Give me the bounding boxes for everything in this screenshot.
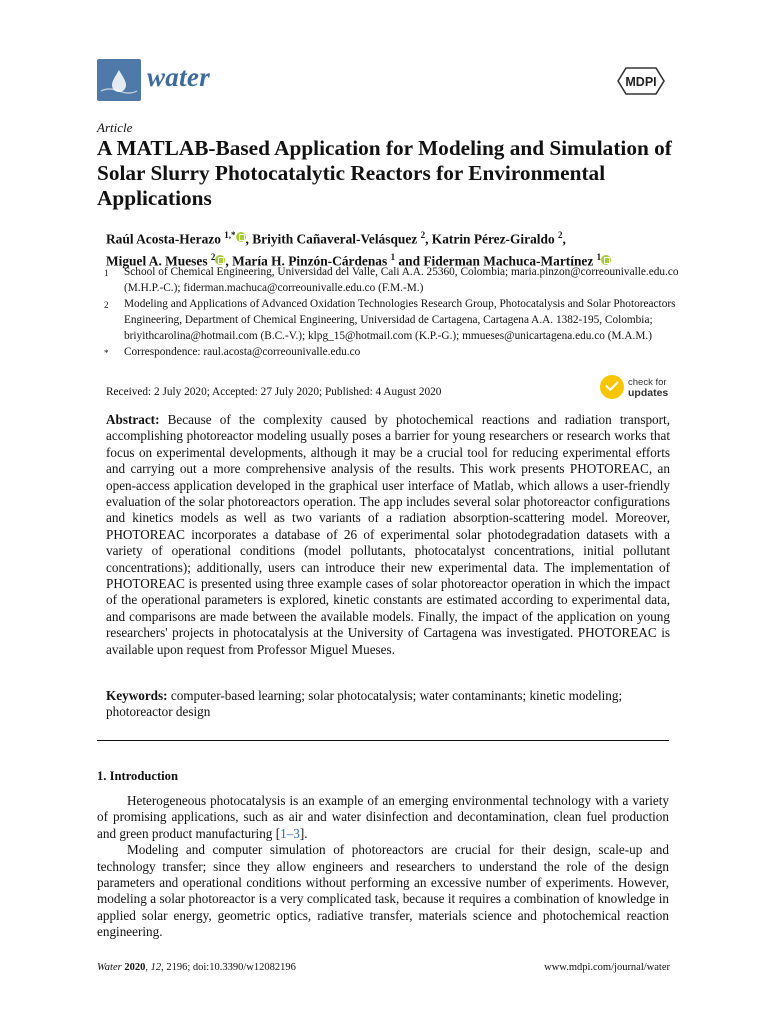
water-drop-icon bbox=[97, 59, 141, 101]
affiliations bbox=[104, 264, 679, 361]
affiliation-item bbox=[104, 264, 679, 296]
author-affil-mark: 1,* bbox=[224, 230, 236, 240]
footer-year: 2020 bbox=[124, 962, 146, 973]
publication-dates: Received: 2 July 2020; Accepted: 27 July 2020; Published: 4 August 2020 bbox=[106, 386, 442, 398]
check-updates-line2: updates bbox=[628, 387, 669, 399]
intro-body bbox=[97, 793, 669, 941]
author-name: , Briyith Cañaveral-Velásquez bbox=[245, 231, 418, 247]
footer-volume: , 12 bbox=[145, 962, 162, 973]
mdpi-logo bbox=[612, 64, 670, 98]
affiliation-item bbox=[104, 296, 679, 344]
abstract bbox=[106, 412, 670, 658]
author-list: Raúl Acosta-Herazo $^{1,*}$ , Briyith Cañaveral-Velásquez $^2$, Katrin Pérez-Giraldo $^2$, Miguel A. Mueses $^2$ , María H. Pinzón-Cárdenas $^1$ and Fiderman Machuca-Martínez $^1$ bbox=[106, 226, 676, 271]
journal-logo bbox=[97, 59, 141, 101]
paper-title: A MATLAB-Based Application for Modeling and Simulation of Solar Slurry Photocatalytic Reactors for Environmental Applications bbox=[97, 136, 672, 210]
affiliation-mark: * bbox=[104, 348, 109, 358]
affiliation-text: Modeling and Applications of Advanced Oxidation Technologies Research Group, Photocatalysis and Solar Photoreactors Engineering, Department of Chemical Engineering, Universidad de Cartagena, Cartagena A.A. 1382-195, Colombia; briyithcarolina@hotmail.com (B.C.-V.); klpg_15@hotmail.com (K.P.-G.); mmueses@unicartagena.edu.co (M.A.M.) bbox=[124, 298, 676, 342]
mdpi-logo-text: MDPI bbox=[625, 75, 657, 89]
author-affil-mark: 2 bbox=[210, 252, 216, 263]
citation-footer bbox=[97, 962, 296, 973]
check-updates-line1: check for bbox=[628, 377, 667, 388]
keywords-text: computer-based learning; solar photocatalysis; water contaminants; kinetic modeling; photoreactor design bbox=[106, 688, 623, 720]
journal-name: water bbox=[147, 62, 211, 92]
abstract-text: Because of the complexity caused by photochemical reactions and radiation transport, accomplishing photoreactor modeling usually poses a barrier for young researchers or research works that focus on experimental developments, although it may be a crucial tool for reducing experimental efforts and carrying out a more comprehensive analysis of the results. This work presents PHOTOREAC, an open-access application developed in the graphical user interface of Matlab, which allows a user-friendly evaluation of the solar photoreactors operation. The app includes several solar photoreactor configurations and kinetics models as well as two variants of a radiation absorption-scattering model. Moreover, PHOTOREAC incorporates a database of 26 of experimental solar photodegradation datasets with a variety of operational conditions (model pollutants, photocatalyst concentrations, initial pollutant concentrations); additionally, users can introduce their new experimental data. The implementation of PHOTOREAC is presented using three example cases of solar photoreactor operation in which the impact of the operational parameters is explored, kinetic constants are estimated according to experimental data, and comparisons are made between the available models. Finally, the impact of the application on young researchers' projects in photocatalysis at the University of Cartagena was investigated. PHOTOREAC is available upon request from Professor Miguel Mueses. bbox=[106, 412, 671, 657]
author-name: , Katrin Pérez-Giraldo bbox=[425, 231, 555, 247]
citation-link[interactable]: 1–3 bbox=[280, 825, 300, 841]
check-for-updates-button[interactable] bbox=[600, 375, 680, 403]
author-affil-mark: 2 bbox=[420, 230, 426, 240]
checkmark-icon bbox=[600, 375, 624, 399]
keywords-label: Keywords: bbox=[106, 688, 168, 703]
footer-doi: , 2196; doi:10.3390/w12082196 bbox=[161, 962, 296, 973]
orcid-icon[interactable] bbox=[236, 232, 246, 242]
keywords bbox=[106, 688, 670, 721]
author-affil-mark: 1 bbox=[390, 252, 396, 263]
affiliation-item bbox=[104, 344, 679, 361]
author-name: and Fiderman Machuca-Martínez bbox=[398, 253, 594, 269]
section-divider bbox=[97, 740, 669, 741]
journal-url-link[interactable]: www.mdpi.com/journal/water bbox=[544, 962, 670, 973]
affiliation-mark: 1 bbox=[104, 268, 109, 278]
author-name: , María H. Pinzón-Cárdenas bbox=[225, 253, 388, 269]
section-heading: 1. Introduction bbox=[97, 769, 178, 783]
author-affil-mark: 2 bbox=[558, 230, 563, 240]
affiliation-text: School of Chemical Engineering, Universidad del Valle, Cali A.A. 25360, Colombia; maria.pinzon@correounivalle.edu.co (M.H.P.-C.); fiderman.machuca@correounivalle.edu.co (F.M.-M.) bbox=[124, 266, 679, 294]
paragraph-text: ]. bbox=[299, 825, 308, 841]
abstract-label: Abstract: bbox=[106, 412, 160, 427]
paragraph-text: Heterogeneous photocatalysis is an example of an emerging environmental technology with a variety of promising applications, such as air and water disinfection and decontamination, clean fuel production and green product manufacturing [ bbox=[97, 793, 669, 841]
author-name: Raúl Acosta-Herazo bbox=[106, 231, 221, 247]
paragraph: Modeling and computer simulation of photoreactors are crucial for their design, scale-up and technology transfer; since they allow engineers and researchers to understand the role of the design parameters and operational conditions without performing an excessive number of experiments. However, modeling a solar photoreactor is a very complicated task, because it requires a combination of knowledge in applied solar energy, geometric optics, radiative transfer, materials science and photochemical reaction engineering. bbox=[97, 842, 669, 940]
footer-journal: Water bbox=[97, 962, 122, 973]
affiliation-mark: 2 bbox=[104, 300, 109, 310]
author-name: Miguel A. Mueses bbox=[106, 253, 208, 269]
author-affil-mark: 1 bbox=[596, 252, 602, 263]
affiliation-text: Correspondence: raul.acosta@correounivalle.edu.co bbox=[124, 346, 361, 358]
paragraph bbox=[97, 793, 669, 842]
article-type: Article bbox=[97, 120, 133, 135]
